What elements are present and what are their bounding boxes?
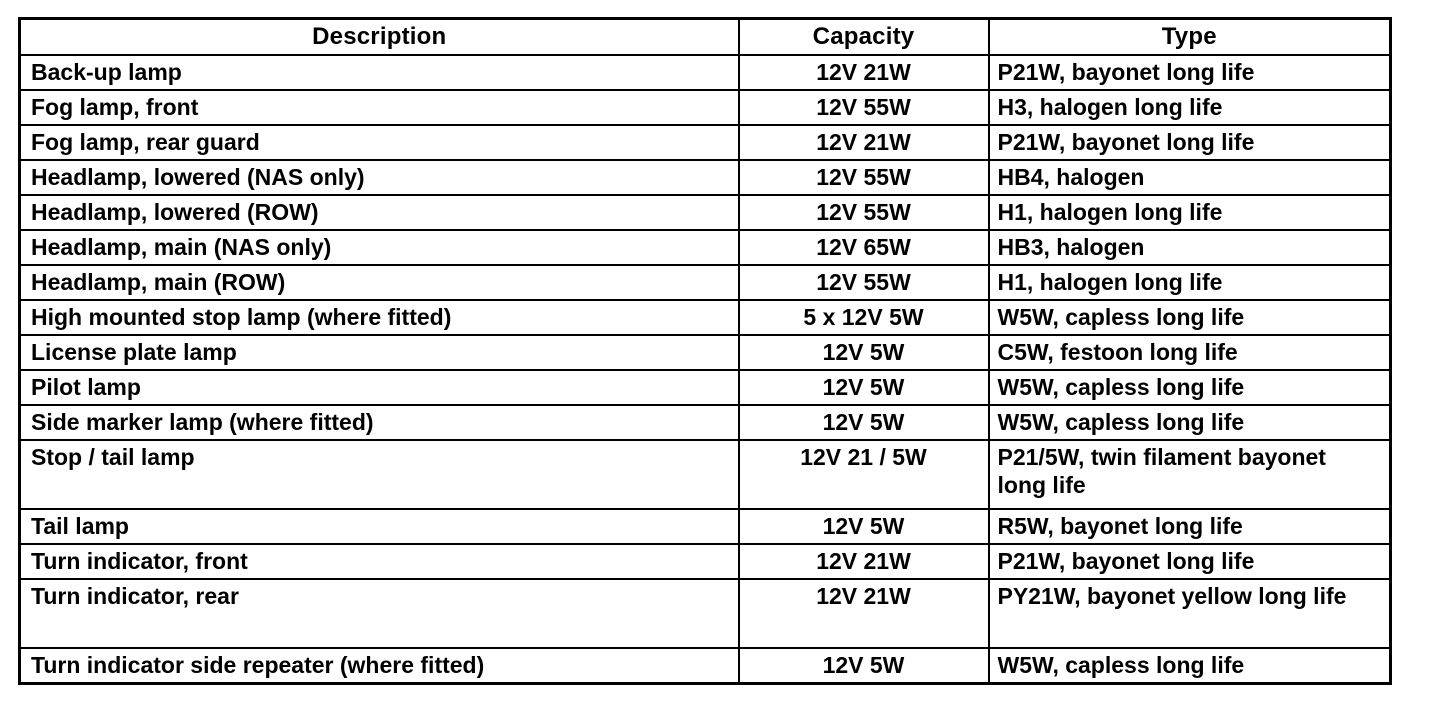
- column-header-description: Description: [20, 19, 739, 56]
- column-header-type: Type: [989, 19, 1391, 56]
- bulb-specification-table: [18, 17, 1392, 685]
- cell-type: P21W, bayonet long life: [989, 125, 1391, 160]
- cell-description: Turn indicator, rear: [20, 579, 739, 648]
- cell-type: H3, halogen long life: [989, 90, 1391, 125]
- table-row: [20, 230, 1391, 265]
- cell-type: H1, halogen long life: [989, 265, 1391, 300]
- table-row: [20, 125, 1391, 160]
- table-row: [20, 509, 1391, 544]
- cell-capacity: 12V 55W: [739, 195, 989, 230]
- cell-capacity: 12V 21W: [739, 579, 989, 648]
- cell-type: W5W, capless long life: [989, 300, 1391, 335]
- table-row: [20, 579, 1391, 648]
- cell-description: Turn indicator, front: [20, 544, 739, 579]
- cell-description: License plate lamp: [20, 335, 739, 370]
- cell-description: Headlamp, main (ROW): [20, 265, 739, 300]
- cell-capacity: 12V 55W: [739, 265, 989, 300]
- cell-description: Headlamp, lowered (ROW): [20, 195, 739, 230]
- cell-type: P21W, bayonet long life: [989, 55, 1391, 90]
- cell-capacity: 12V 55W: [739, 90, 989, 125]
- cell-capacity: 12V 21W: [739, 55, 989, 90]
- cell-capacity: 12V 5W: [739, 648, 989, 684]
- table-row: [20, 405, 1391, 440]
- cell-type: W5W, capless long life: [989, 648, 1391, 684]
- cell-capacity: 12V 5W: [739, 509, 989, 544]
- cell-type: W5W, capless long life: [989, 370, 1391, 405]
- cell-description: High mounted stop lamp (where fitted): [20, 300, 739, 335]
- cell-type: P21/5W, twin filament bayonet long life: [989, 440, 1391, 509]
- cell-capacity: 5 x 12V 5W: [739, 300, 989, 335]
- cell-capacity: 12V 21 / 5W: [739, 440, 989, 509]
- cell-description: Headlamp, main (NAS only): [20, 230, 739, 265]
- table-row: [20, 195, 1391, 230]
- cell-capacity: 12V 21W: [739, 544, 989, 579]
- cell-capacity: 12V 65W: [739, 230, 989, 265]
- cell-type: W5W, capless long life: [989, 405, 1391, 440]
- cell-type: R5W, bayonet long life: [989, 509, 1391, 544]
- table-row: [20, 648, 1391, 684]
- table-row: [20, 265, 1391, 300]
- cell-description: Back-up lamp: [20, 55, 739, 90]
- cell-description: Headlamp, lowered (NAS only): [20, 160, 739, 195]
- cell-capacity: 12V 21W: [739, 125, 989, 160]
- cell-description: Pilot lamp: [20, 370, 739, 405]
- cell-description: Turn indicator side repeater (where fitted): [20, 648, 739, 684]
- cell-type: HB4, halogen: [989, 160, 1391, 195]
- cell-description: Stop / tail lamp: [20, 440, 739, 509]
- column-header-capacity: Capacity: [739, 19, 989, 56]
- table-row: [20, 90, 1391, 125]
- cell-type: HB3, halogen: [989, 230, 1391, 265]
- table-row: [20, 335, 1391, 370]
- table-row: [20, 160, 1391, 195]
- cell-capacity: 12V 5W: [739, 370, 989, 405]
- cell-capacity: 12V 5W: [739, 405, 989, 440]
- table-header-row: [20, 19, 1391, 56]
- cell-description: Fog lamp, rear guard: [20, 125, 739, 160]
- table-row: [20, 300, 1391, 335]
- cell-description: Side marker lamp (where fitted): [20, 405, 739, 440]
- cell-type: C5W, festoon long life: [989, 335, 1391, 370]
- cell-description: Tail lamp: [20, 509, 739, 544]
- table-row: [20, 55, 1391, 90]
- cell-type: P21W, bayonet long life: [989, 544, 1391, 579]
- cell-type: H1, halogen long life: [989, 195, 1391, 230]
- cell-type: PY21W, bayonet yellow long life: [989, 579, 1391, 648]
- cell-capacity: 12V 5W: [739, 335, 989, 370]
- cell-capacity: 12V 55W: [739, 160, 989, 195]
- table-row: [20, 370, 1391, 405]
- table-row: [20, 544, 1391, 579]
- cell-description: Fog lamp, front: [20, 90, 739, 125]
- table-row: [20, 440, 1391, 509]
